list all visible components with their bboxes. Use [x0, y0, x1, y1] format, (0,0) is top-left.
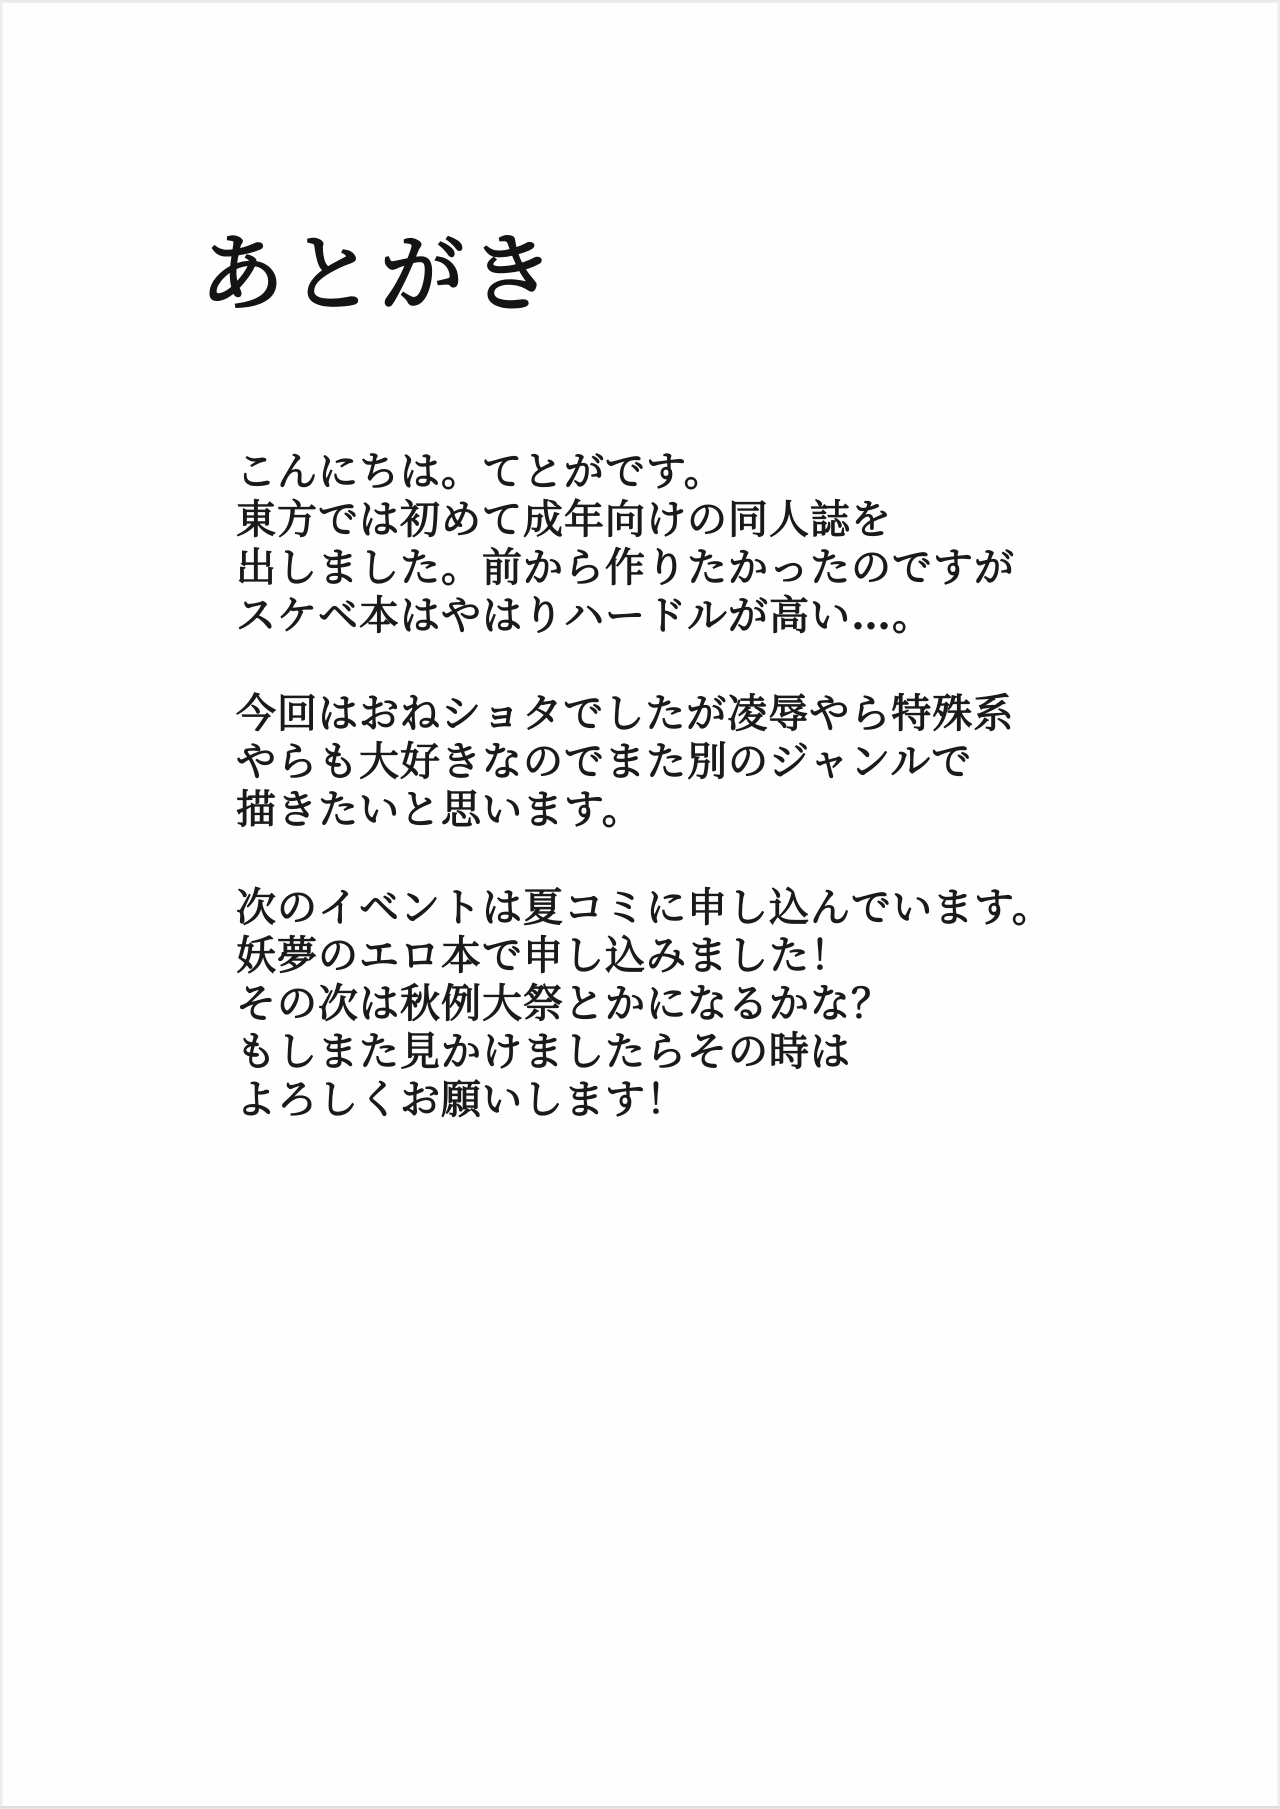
text-line: 次のイベントは夏コミに申し込んでいます。	[236, 884, 1053, 931]
text-line: こんにちは。てとがです。	[236, 448, 725, 495]
text-line: 出しました。前から作りたかったのですが	[236, 544, 1015, 591]
page-title: あとがき	[200, 224, 561, 323]
afterword-paragraph-2	[236, 690, 1053, 834]
text-line: もしまた見かけましたらその時は	[236, 1028, 851, 1075]
text-line: 今回はおねショタでしたが凌辱やら特殊系	[236, 690, 1015, 737]
text-line: 描きたいと思います。	[236, 786, 643, 833]
text-line: やらも大好きなのでまた別のジャンルで	[236, 738, 973, 785]
text-line: 妖夢のエロ本で申し込みました！	[236, 932, 851, 979]
afterword-paragraph-1	[236, 448, 1053, 640]
text-line: その次は秋例大祭とかになるかな？	[236, 980, 892, 1027]
afterword-body	[236, 448, 1053, 1124]
afterword-paragraph-3	[236, 884, 1053, 1124]
text-line: 東方では初めて成年向けの同人誌を	[236, 496, 892, 543]
text-line: スケベ本はやはりハードルが高い…。	[236, 592, 933, 639]
text-line: よろしくお願いします！	[236, 1076, 687, 1123]
